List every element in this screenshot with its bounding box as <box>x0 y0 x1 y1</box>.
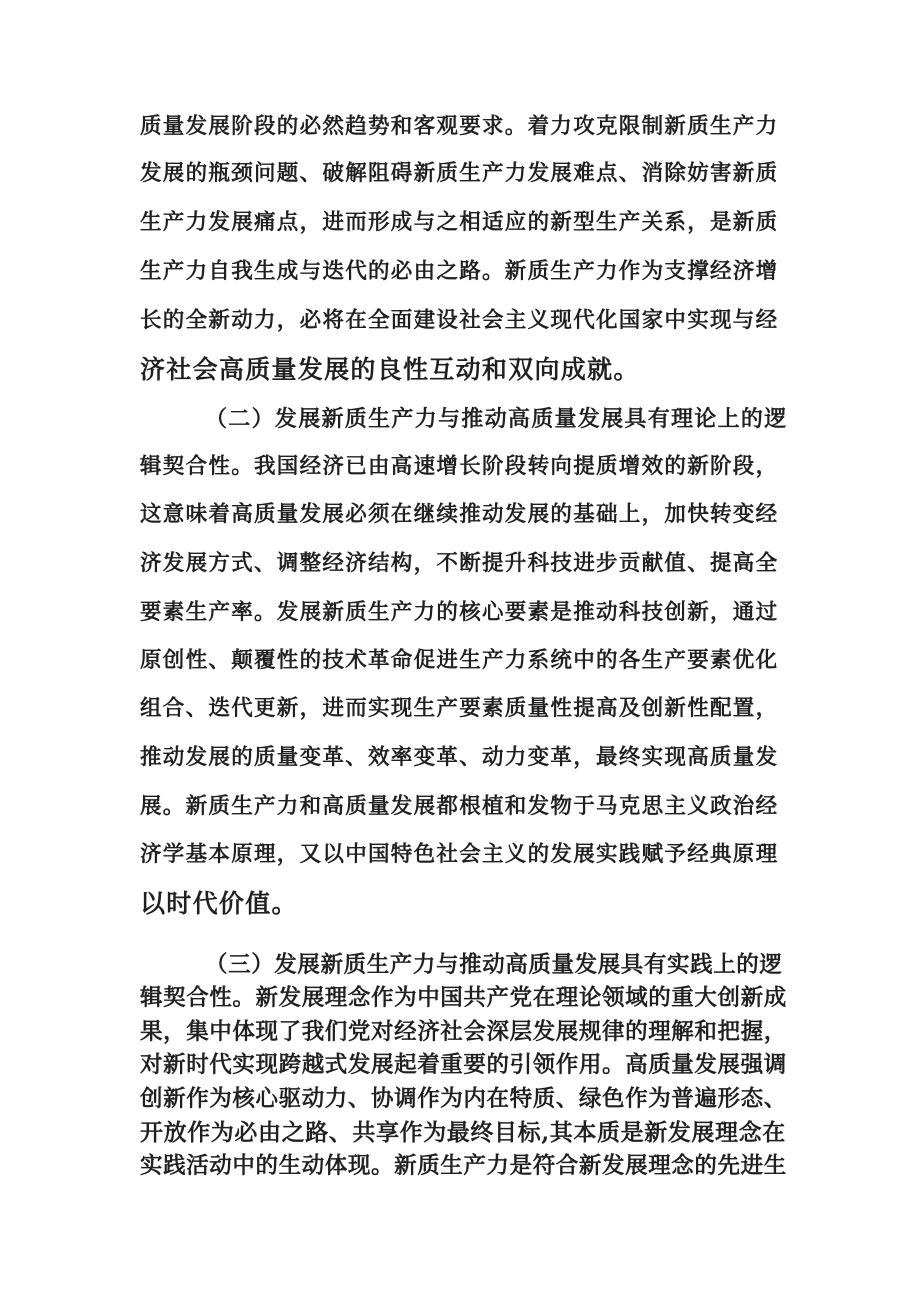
text-line: 原创性、颠覆性的技术革命促进生产力系统中的各生产要素优化 <box>140 648 779 673</box>
text-line: 开放作为必由之路、共享作为最终目标,其本质是新发展理念在 <box>140 1119 786 1146</box>
text-line: 济学基本原理，又以中国特色社会主义的发展实践赋予经典原理 <box>140 842 779 867</box>
text-line: 创新作为核心驱动力、协调作为内在特质、绿色作为普遍形态、 <box>140 1086 787 1112</box>
text-line: （二）发展新质生产力与推动高质量发展具有理论上的逻 <box>205 406 788 432</box>
text-line: 长的全新动力，必将在全面建设社会主义现代化国家中实现与经 <box>140 308 779 333</box>
text-line: 辑契合性。新发展理念作为中国共产党在理论领域的重大创新成 <box>140 985 787 1011</box>
text-line: 这意味着高质量发展必须在继续推动发展的基础上，加快转变经 <box>140 502 779 527</box>
text-line: 质量发展阶段的必然趋势和客观要求。着力攻克限制新质生产力 <box>140 114 779 139</box>
text-line: 济社会高质量发展的良性互动和双向成就。 <box>140 355 640 384</box>
text-line: 生产力自我生成与迭代的必由之路。新质生产力作为支撑经济增 <box>140 259 779 284</box>
text-line: 要素生产率。发展新质生产力的核心要素是推动科技创新，通过 <box>140 600 779 625</box>
text-line: 展。新质生产力和高质量发展都根植和发物于马克思主义政治经 <box>140 794 779 819</box>
text-line: 发展的瓶颈问题、破解阻碍新质生产力发展难点、消除妨害新质 <box>140 161 779 186</box>
text-line: 济发展方式、调整经济结构，不断提升科技进步贡献值、提高全 <box>140 551 779 576</box>
text-line: （三）发展新质生产力与推动高质量发展具有实践上的逻 <box>205 952 783 978</box>
text-line: 对新时代实现跨越式发展起着重要的引领作用。高质量发展强调 <box>140 1052 787 1078</box>
text-line: 生产力发展痛点，进而形成与之相适应的新型生产关系，是新质 <box>140 210 779 235</box>
text-line: 辑契合性。我国经济已由高速增长阶段转向提质增效的新阶段， <box>140 454 779 479</box>
text-line: 组合、迭代更新，进而实现生产要素质量性提高及创新性配置， <box>140 696 779 721</box>
text-line: 推动发展的质量变革、效率变革、动力变革，最终实现高质量发 <box>140 745 779 770</box>
text-line: 实践活动中的生动体现。新质生产力是符合新发展理念的先进生 <box>140 1153 787 1179</box>
text-line: 以时代价值。 <box>140 889 298 918</box>
text-line: 果，集中体现了我们党对经济社会深层发展规律的理解和把握， <box>140 1019 787 1045</box>
